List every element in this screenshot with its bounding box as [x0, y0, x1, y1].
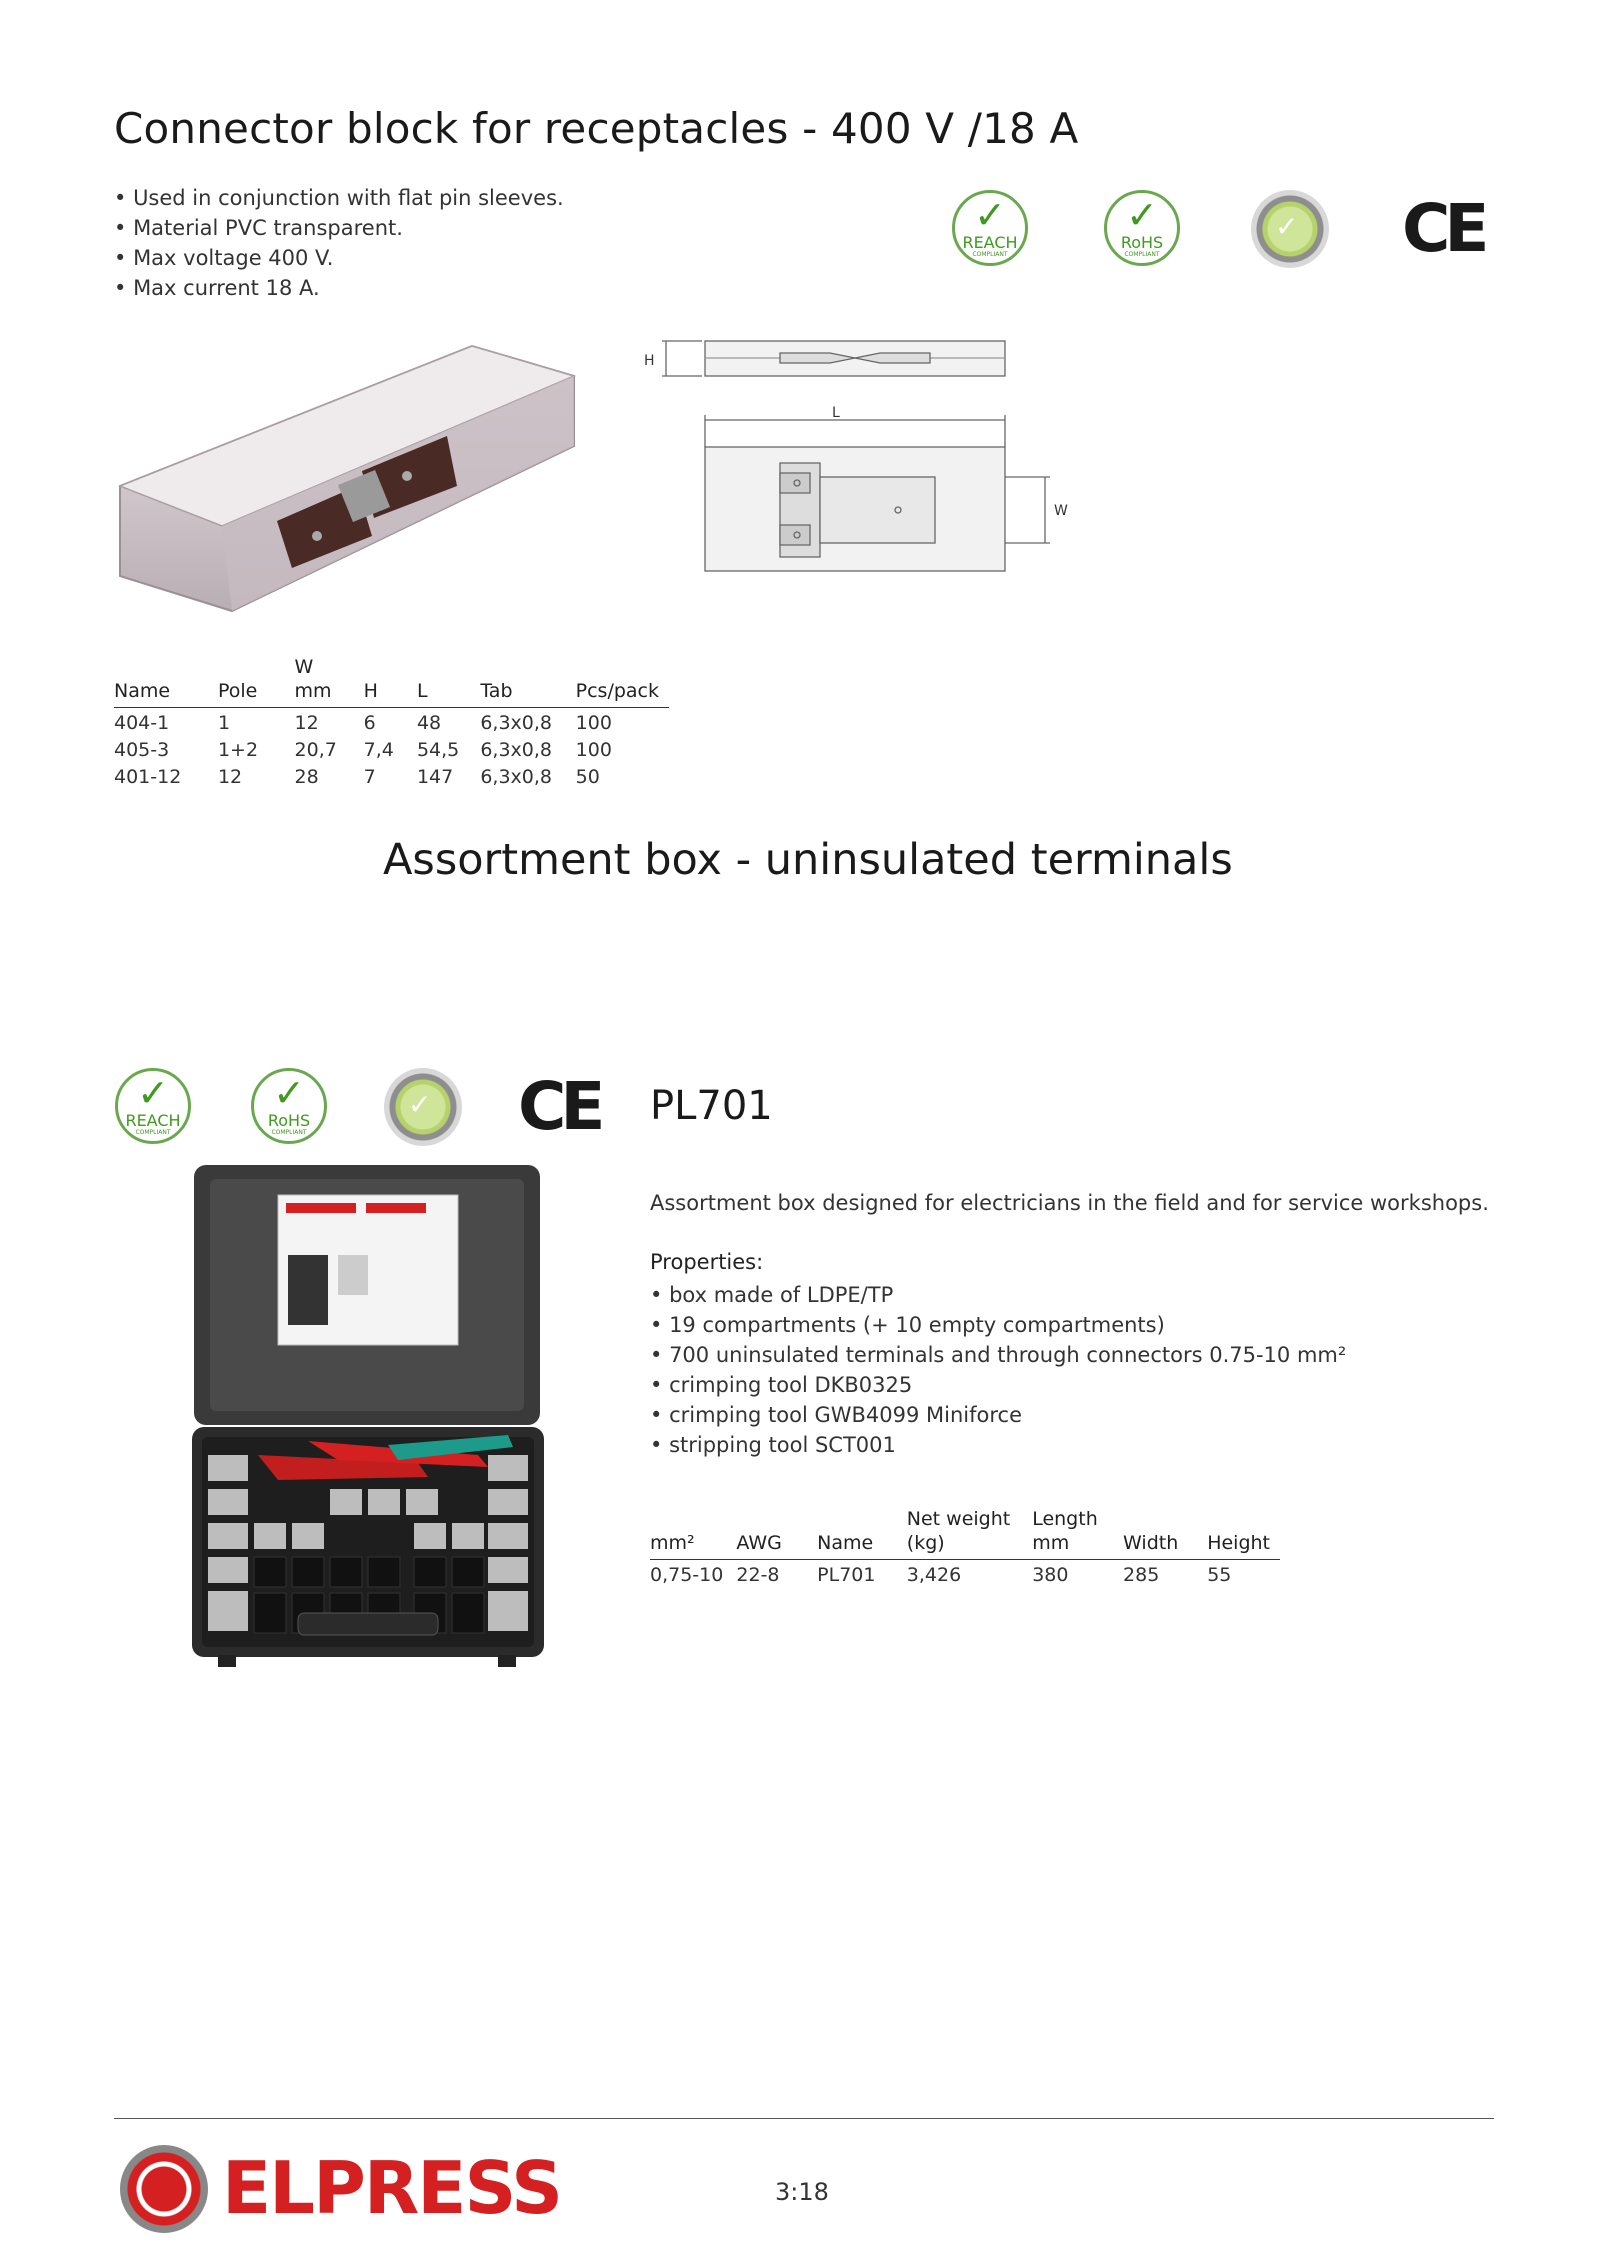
table-header-row: mm² AWG Name Net weight (kg) Length mm Width Height — [650, 1507, 1280, 1560]
table-header-row: Name Pole W mm H L Tab Pcs/pack — [114, 655, 669, 708]
properties-heading: Properties: — [650, 1250, 764, 1274]
connector-technical-drawing — [640, 335, 1080, 575]
list-item: • stripping tool SCT001 — [650, 1430, 1346, 1460]
rohs-badge: ✓ RoHS COMPLIANT — [251, 1068, 327, 1144]
check-icon: ✓ — [273, 1071, 305, 1115]
list-item: • Max current 18 A. — [114, 273, 564, 303]
reach-badge: ✓ REACH COMPLIANT — [952, 190, 1028, 266]
list-item: • crimping tool GWB4099 Miniforce — [650, 1400, 1346, 1430]
page-number: 3:18 — [775, 2178, 829, 2206]
table-row: 401-12 12 28 7 147 6,3x0,8 50 — [114, 766, 600, 788]
assortment-spec-table — [650, 1507, 1280, 1587]
table-row: 405-3 1+2 20,7 7,4 54,5 6,3x0,8 100 — [114, 739, 612, 761]
dimension-label-h: H — [644, 353, 655, 369]
check-icon: ✓ — [974, 193, 1006, 237]
ce-mark: CE — [518, 1068, 600, 1145]
certification-seal-icon: ✓ — [1251, 190, 1329, 268]
list-item: • box made of LDPE/TP — [650, 1280, 1346, 1310]
table-row: 0,75-10 22-8 PL701 3,426 380 285 55 — [650, 1564, 1232, 1586]
dimension-label-w: W — [1054, 503, 1068, 519]
list-item: • crimping tool DKB0325 — [650, 1370, 1346, 1400]
ce-mark: CE — [1402, 190, 1484, 267]
list-item: • Max voltage 400 V. — [114, 243, 564, 273]
footer-divider — [114, 2118, 1494, 2119]
properties-list — [650, 1280, 1346, 1460]
table-row: 404-1 1 12 6 48 6,3x0,8 100 — [114, 712, 612, 734]
list-item: • Material PVC transparent. — [114, 213, 564, 243]
reach-badge: ✓ REACH COMPLIANT — [115, 1068, 191, 1144]
certification-seal-icon: ✓ — [384, 1068, 462, 1146]
elpress-logo-icon — [120, 2145, 208, 2233]
dimension-label-l: L — [832, 405, 840, 421]
connector-spec-table — [114, 655, 669, 789]
page-title: Connector block for receptacles - 400 V /18 A — [114, 104, 1079, 153]
elpress-logo-text: ELPRESS — [222, 2146, 561, 2230]
list-item: • 19 compartments (+ 10 empty compartments) — [650, 1310, 1346, 1340]
section-title: Assortment box - uninsulated terminals — [383, 835, 1233, 885]
rohs-badge: ✓ RoHS COMPLIANT — [1104, 190, 1180, 266]
list-item: • Used in conjunction with flat pin sleeves. — [114, 183, 564, 213]
feature-list — [114, 183, 564, 303]
product-description: Assortment box designed for electricians in the field and for service workshops. — [650, 1191, 1489, 1215]
assortment-box-photo — [188, 1155, 548, 1670]
connector-block-photo — [112, 336, 582, 626]
check-icon: ✓ — [1126, 193, 1158, 237]
check-icon: ✓ — [137, 1071, 169, 1115]
product-code: PL701 — [650, 1083, 773, 1129]
list-item: • 700 uninsulated terminals and through connectors 0.75-10 mm² — [650, 1340, 1346, 1370]
